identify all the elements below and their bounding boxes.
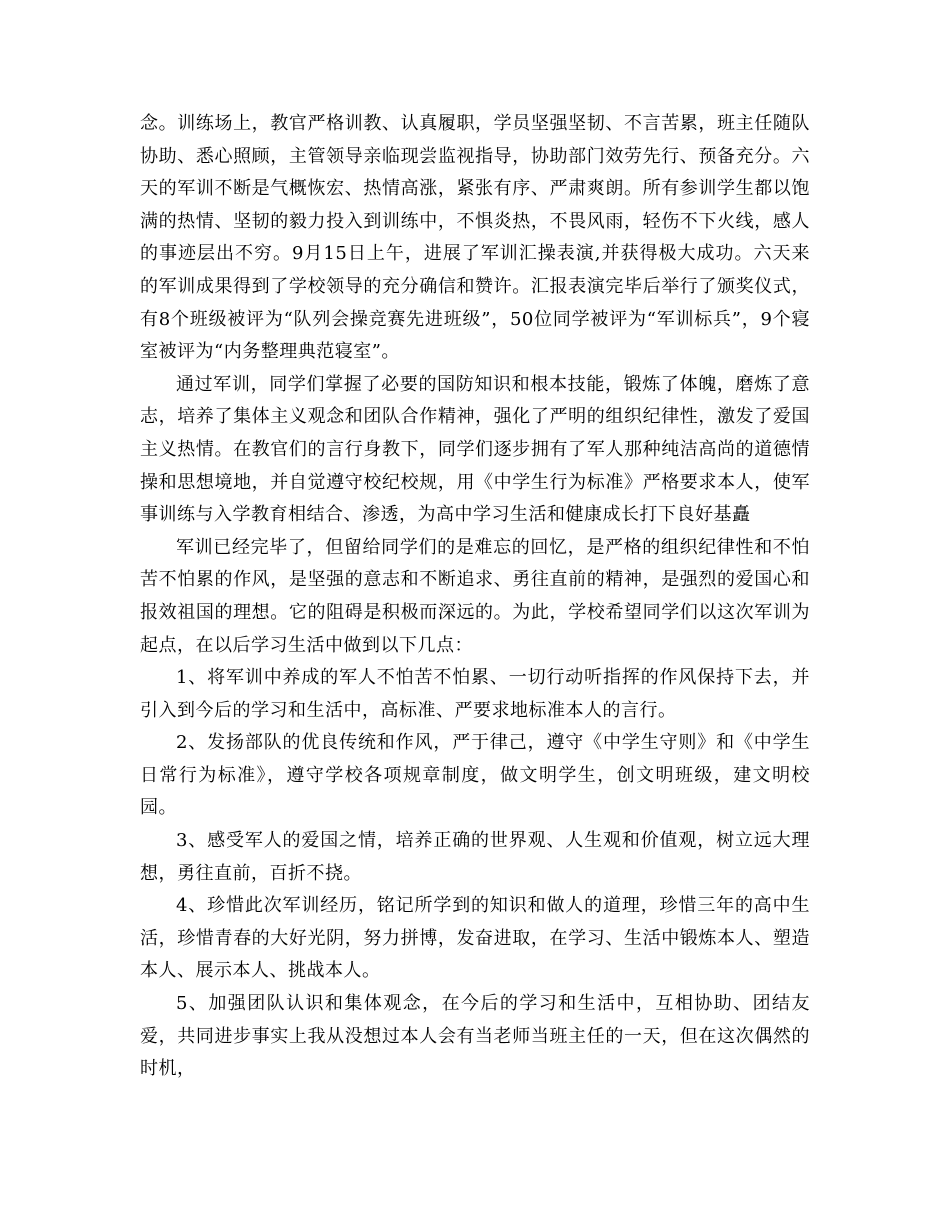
list-item-point-2: 2、发扬部队的优良传统和作风，严于律己，遵守《中学生守则》和《中学生日常行为标准》，遵守学校各项规章制度，做文明学生，创文明班级，建文明校园。 <box>140 732 810 819</box>
paragraph-training-benefits: 通过军训，同学们掌握了必要的国防知识和根本技能，锻炼了体魄，磨炼了意志，培养了集体主义观念和团队合作精神，强化了严明的组织纪律性，激发了爱国主义热情。在教官们的言行身教下，同学们逐步拥有了军人那种纯洁高尚的道德情操和思想境地，并自觉遵守校纪校规，用《中学生行为标准》严格要求本人，使军事训练与入学教育相结合、渗透，为高中学习生活和健康成长打下良好基矗 <box>140 373 810 526</box>
document-page <box>140 108 810 1086</box>
paragraph-school-expectations: 军训已经完毕了，但留给同学们的是难忘的回忆，是严格的组织纪律性和不怕苦不怕累的作风，是坚强的意志和不断追求、勇往直前的精神，是强烈的爱国心和报效祖国的理想。它的阻碍是积极而深远的。为此，学校希望同学们以这次军训为起点，在以后学习生活中做到以下几点： <box>140 536 810 656</box>
list-item-point-4: 4、珍惜此次军训经历，铭记所学到的知识和做人的道理，珍惜三年的高中生活，珍惜青春的大好光阴，努力拼博，发奋进取，在学习、生活中锻炼本人、塑造本人、展示本人、挑战本人。 <box>140 895 810 982</box>
list-item-point-3: 3、感受军人的爱国之情，培养正确的世界观、人生观和价值观，树立远大理想，勇往直前，百折不挠。 <box>140 830 810 884</box>
list-item-point-1: 1、将军训中养成的军人不怕苦不怕累、一切行动听指挥的作风保持下去，并引入到今后的学习和生活中，高标准、严要求地标准本人的言行。 <box>140 667 810 721</box>
list-item-point-5: 5、加强团队认识和集体观念，在今后的学习和生活中，互相协助、团结友爱，共同进步事实上我从没想过本人会有当老师当班主任的一天，但在这次偶然的时机， <box>140 993 810 1080</box>
paragraph-training-summary: 念。训练场上，教官严格训教、认真履职，学员坚强坚韧、不言苦累，班主任随队协助、悉心照顾，主管领导亲临现尝监视指导，协助部门效劳先行、预备充分。六天的军训不断是气概恢宏、热情高涨，紧张有序、严肃爽朗。所有参训学生都以饱满的热情、坚韧的毅力投入到训练中，不惧炎热，不畏风雨，轻伤不下火线，感人的事迹层出不穷。9月15日上午，进展了军训汇操表演,并获得极大成功。六天来的军训成果得到了学校领导的充分确信和赞许。汇报表演完毕后举行了颁奖仪式，有8个班级被评为“队列会操竞赛先进班级”，50位同学被评为“军训标兵”，9个寝室被评为“内务整理典范寝室”。 <box>140 113 810 363</box>
